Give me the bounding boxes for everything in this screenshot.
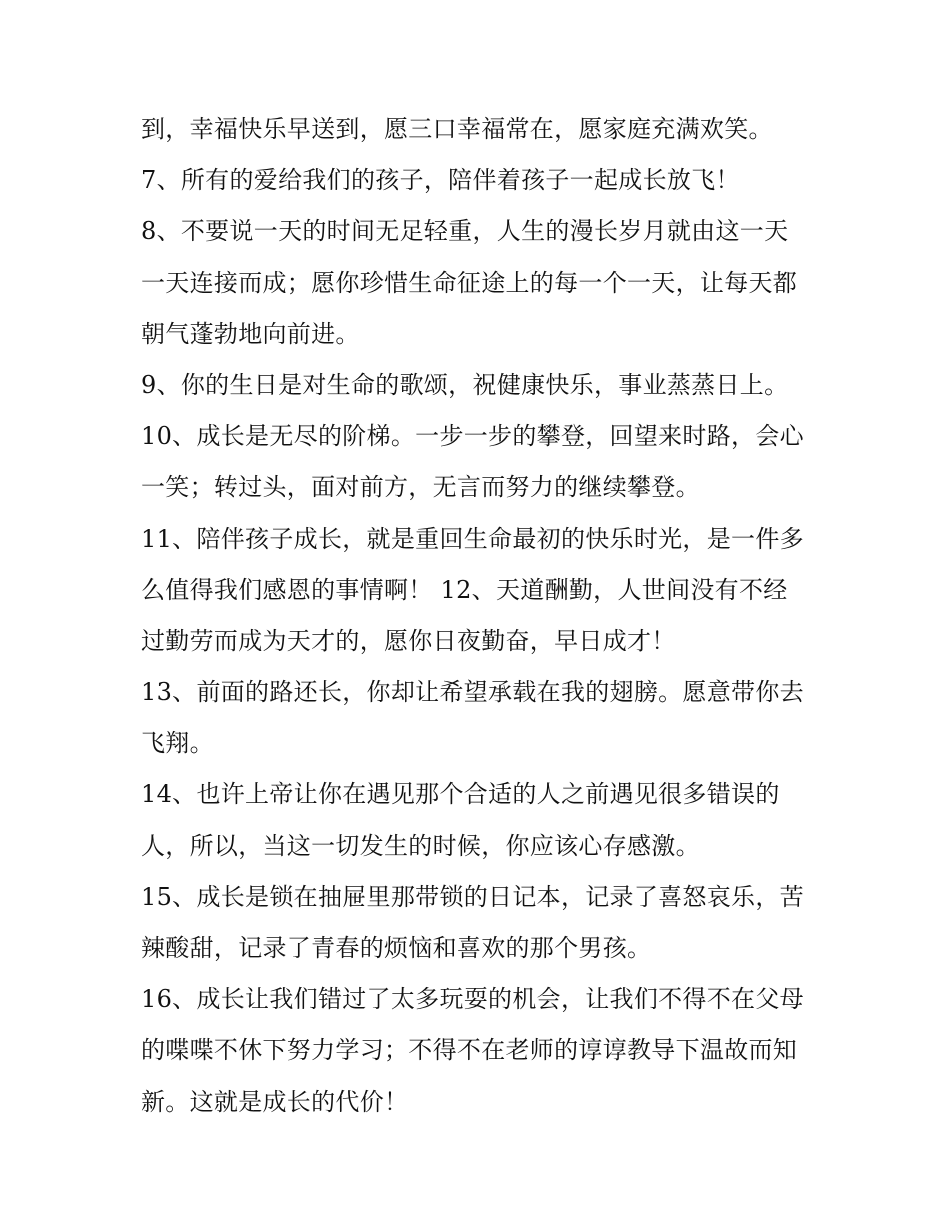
text-line: 过勤劳而成为天才的，愿你日夜勤奋，早日成才！ xyxy=(141,626,676,655)
document-body xyxy=(141,104,821,1128)
text-line: 新。这就是成长的代价！ xyxy=(141,1087,409,1116)
text-line: 朝气蓬勃地向前进。 xyxy=(141,319,360,348)
text-line: 飞翔。 xyxy=(141,729,214,758)
text-line: 到，幸福快乐早送到，愿三口幸福常在，愿家庭充满欢笑。 xyxy=(141,115,773,143)
text-line: 16、成长让我们错过了太多玩耍的机会，让我们不得不在父母 xyxy=(141,985,804,1014)
text-line: 11、陪伴孩子成长，就是重回生命最初的快乐时光，是一件多 xyxy=(141,524,804,553)
text-line: 9、你的生日是对生命的歌颂，祝健康快乐，事业蒸蒸日上。 xyxy=(141,370,789,399)
text-line: 一天连接而成；愿你珍惜生命征途上的每一个一天，让每天都 xyxy=(141,268,798,297)
text-line: 人，所以，当这一切发生的时候，你应该心存感激。 xyxy=(141,831,700,860)
text-line: 15、成长是锁在抽屉里那带锁的日记本，记录了喜怒哀乐，苦 xyxy=(141,882,804,911)
text-line: 辣酸甜，记录了青春的烦恼和喜欢的那个男孩。 xyxy=(141,934,652,962)
text-line: 14、也许上帝让你在遇见那个合适的人之前遇见很多错误的 xyxy=(141,780,780,809)
text-line: 么值得我们感恩的事情啊！ 12、天道酬勤，人世间没有不经 xyxy=(141,575,788,604)
text-line: 10、成长是无尽的阶梯。一步一步的攀登，回望来时路，会心 xyxy=(141,422,804,451)
text-line: 7、所有的爱给我们的孩子，陪伴着孩子一起成长放飞！ xyxy=(141,166,740,195)
text-line: 13、前面的路还长，你却让希望承载在我的翅膀。愿意带你去 xyxy=(141,678,804,707)
text-line: 一笑；转过头，面对前方，无言而努力的继续攀登。 xyxy=(141,473,700,502)
text-line: 的喋喋不休下努力学习；不得不在老师的谆谆教导下温故而知 xyxy=(141,1036,798,1065)
text-line: 8、不要说一天的时间无足轻重，人生的漫长岁月就由这一天 xyxy=(141,217,789,246)
